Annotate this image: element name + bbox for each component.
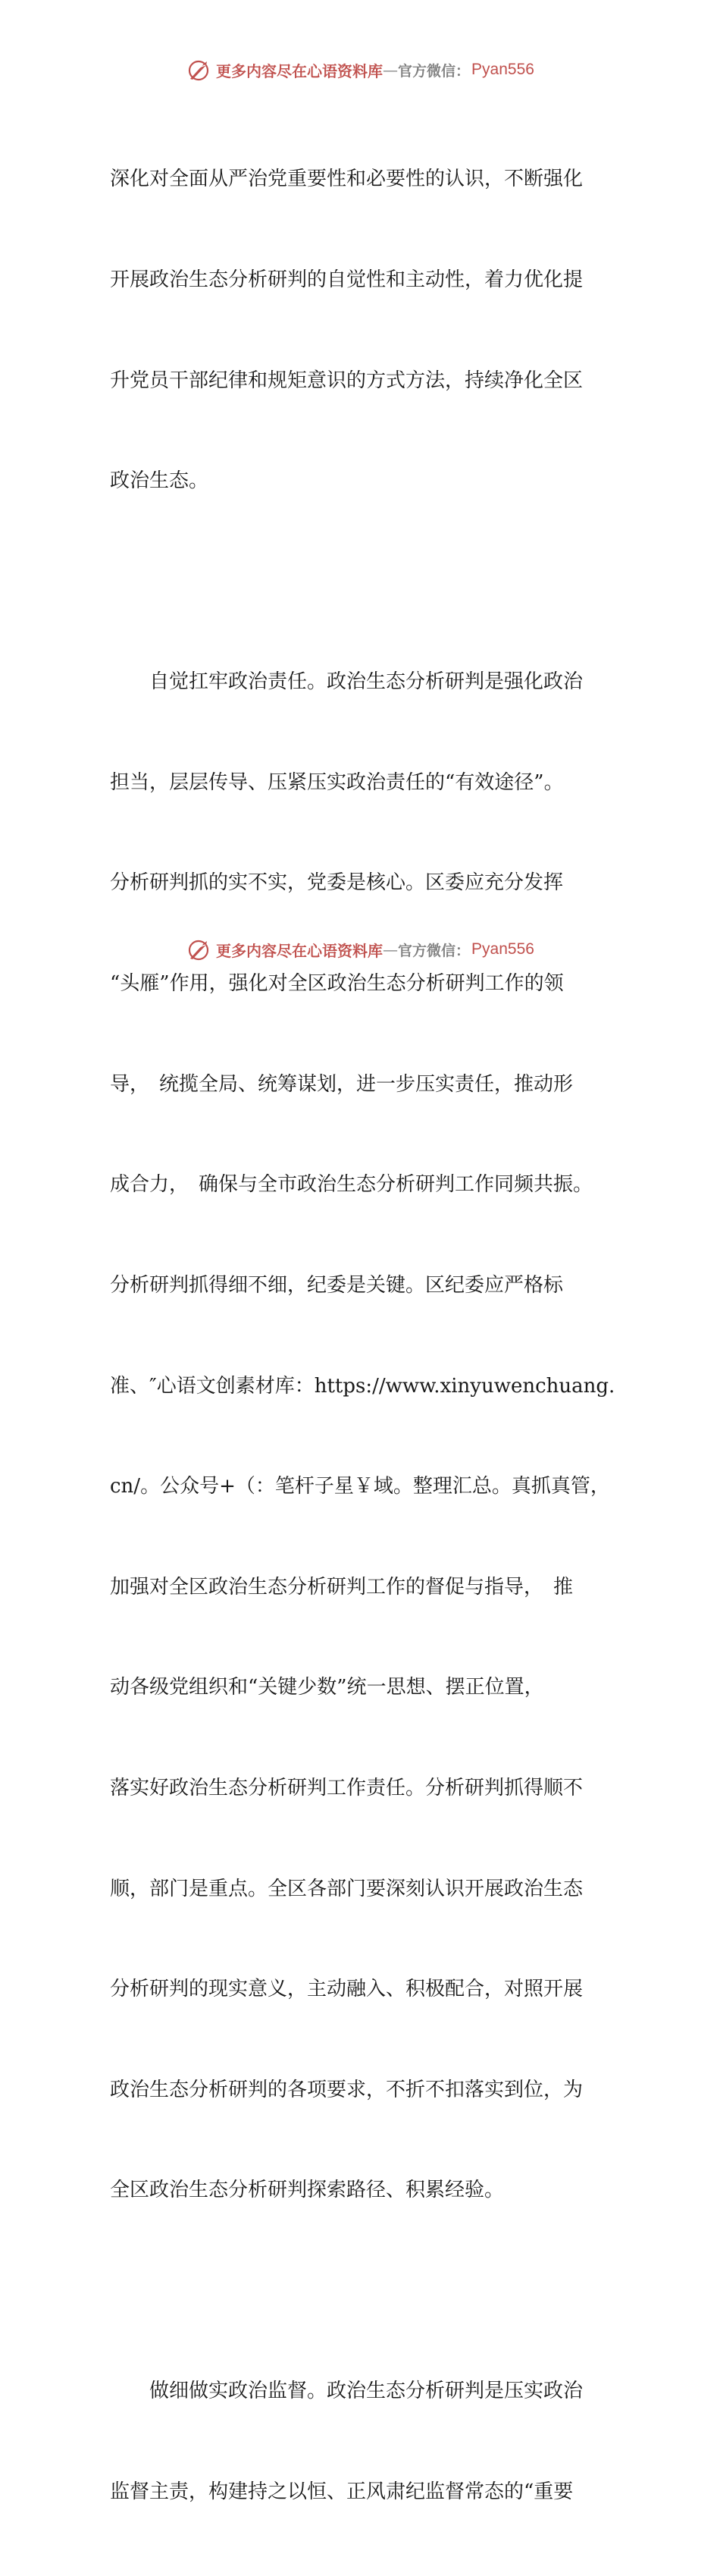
text-line: 导， 统揽全局、统筹谋划，进一步压实责任，推动形 xyxy=(110,1072,574,1096)
text-line: 担当，层层传导、压紧压实政治责任的“有效途径”。 xyxy=(110,770,564,794)
banner-wechat-id: Pyan556 xyxy=(471,61,534,78)
text-line: 政治生态分析研判的各项要求，不折不扣落实到位，为 xyxy=(110,2078,584,2101)
banner-separator: — xyxy=(383,61,399,79)
text-line: 成合力， 确保与全市政治生态分析研判工作同频共振。 xyxy=(110,1173,593,1197)
text-line: “头雁”作用，强化对全区政治生态分析研判工作的领 xyxy=(110,972,564,996)
paragraph-gap xyxy=(110,565,614,598)
text-line: 监督主责，构建持之以恒、正风肃纪监督常态的“重要 xyxy=(110,2480,574,2504)
text-line: 分析研判抓的实不实，党委是核心。区委应充分发挥 xyxy=(110,871,564,895)
paragraph-2 xyxy=(110,598,614,2274)
banner-wechat-id: Pyan556 xyxy=(471,940,534,958)
paragraph-1 xyxy=(110,96,614,565)
text-line: 政治生态。 xyxy=(110,469,209,493)
text-line: 准、″心语文创素材库：https://www.xinyuwenchuang. xyxy=(110,1374,615,1398)
page-header-banner xyxy=(0,55,720,85)
document-body xyxy=(110,96,614,2576)
text-line: 动各级党组织和“关键少数”统一思想、摆正位置， xyxy=(110,1676,544,1699)
text-line: 分析研判的现实意义，主动融入、积极配合，对照开展 xyxy=(110,1978,584,2001)
paragraph-gap xyxy=(110,2274,614,2308)
text-line: 深化对全面从严治党重要性和必要性的认识，不断强化 xyxy=(110,168,584,191)
banner-separator: — xyxy=(383,940,399,959)
text-line: 开展政治生态分析研判的自觉性和主动性，着力优化提 xyxy=(110,268,584,292)
pen-circle-logo-icon xyxy=(186,56,213,83)
banner-wechat-label: 官方微信： xyxy=(398,942,471,959)
banner-main-text: 更多内容尽在心语资料库 xyxy=(216,61,383,80)
pen-circle-logo-icon xyxy=(186,936,213,963)
text-line: 自觉扛牢政治责任。政治生态分析研判是强化政治 xyxy=(110,670,584,694)
banner-main-text: 更多内容尽在心语资料库 xyxy=(216,941,383,960)
paragraph-3 xyxy=(110,2308,614,2576)
text-line: 顺，部门是重点。全区各部门要深刻认识开展政治生态 xyxy=(110,1877,584,1900)
banner-wechat-label: 官方微信： xyxy=(398,62,471,80)
text-line: 全区政治生态分析研判探索路径、积累经验。 xyxy=(110,2179,505,2202)
text-line: cn/。公众号+（：笔杆子星￥域。整理汇总。真抓真管， xyxy=(110,1475,610,1498)
text-line: 落实好政治生态分析研判工作责任。分析研判抓得顺不 xyxy=(110,1776,584,1799)
text-line: 升党员干部纪律和规矩意识的方式方法，持续净化全区 xyxy=(110,369,584,392)
text-line: 分析研判抓得细不细，纪委是关键。区纪委应严格标 xyxy=(110,1273,564,1297)
text-line: 加强对全区政治生态分析研判工作的督促与指导， 推 xyxy=(110,1575,574,1599)
page-footer-banner xyxy=(0,934,720,965)
text-line: 做细做实政治监督。政治生态分析研判是压实政治 xyxy=(110,2380,584,2403)
